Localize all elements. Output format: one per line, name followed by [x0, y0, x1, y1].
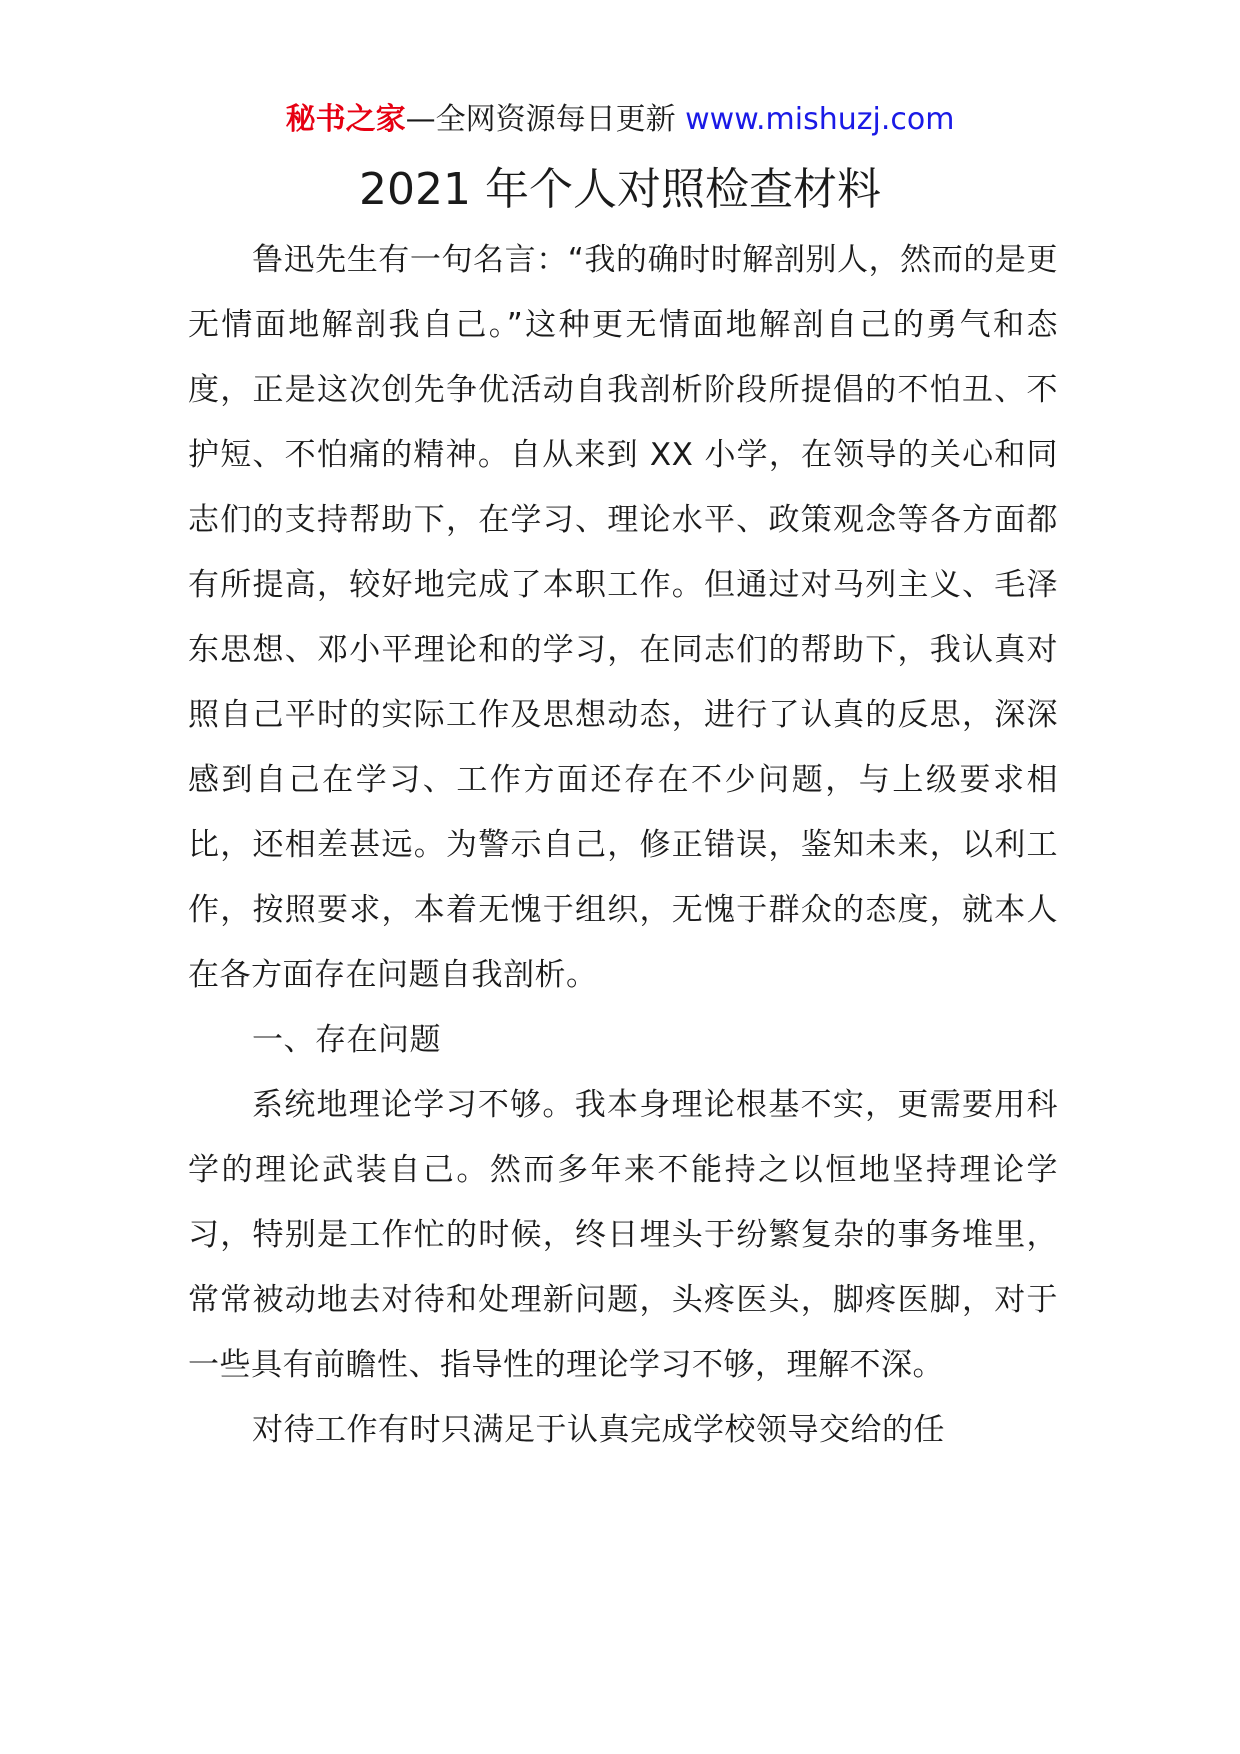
site-url-link[interactable]: www.mishuzj.com — [685, 102, 955, 137]
document-title: 2021 年个人对照检查材料 — [359, 164, 881, 215]
section-heading: 一、存在问题 — [252, 1022, 441, 1058]
paragraph-theory-study: 系统地理论学习不够。我本身理论根基不实，更需要用科学的理论武装自己。然而多年来不能持之以恒地坚持理论学习，特别是工作忙的时候，终日埋头于纷繁复杂的事务堆里，常常被动地去对待和处理新问题，头疼医头，脚疼医脚，对于一些具有前瞻性、指导性的理论学习不够，理解不深。 — [188, 1087, 1058, 1383]
brand-name: 秘书之家 — [285, 102, 406, 137]
document-body — [188, 228, 1058, 1463]
paragraph-intro: 鲁迅先生有一句名言：“我的确时时解剖别人，然而的是更无情面地解剖我自己。”这种更无情面地解剖自己的勇气和态度，正是这次创先争优活动自我剖析阶段所提倡的不怕丑、不护短、不怕痛的精神。自从来到 XX 小学，在领导的关心和同志们的支持帮助下，在学习、理论水平、政策观念等各方面都有所提高，较好地完成了本职工作。但通过对马列主义、毛泽东思想、邓小平理论和的学习，在同志们的帮助下，我认真对照自己平时的实际工作及思想动态，进行了认真的反思，深深感到自己在学习、工作方面还存在不少问题，与上级要求相比，还相差甚远。为警示自己，修正错误，鉴知未来，以利工作，按照要求，本着无愧于组织，无愧于群众的态度，就本人在各方面存在问题自我剖析。 — [188, 242, 1058, 993]
site-header — [0, 100, 1240, 140]
paragraph-work-attitude: 对待工作有时只满足于认真完成学校领导交给的任 — [252, 1412, 945, 1448]
header-tagline: —全网资源每日更新 — [405, 102, 686, 137]
